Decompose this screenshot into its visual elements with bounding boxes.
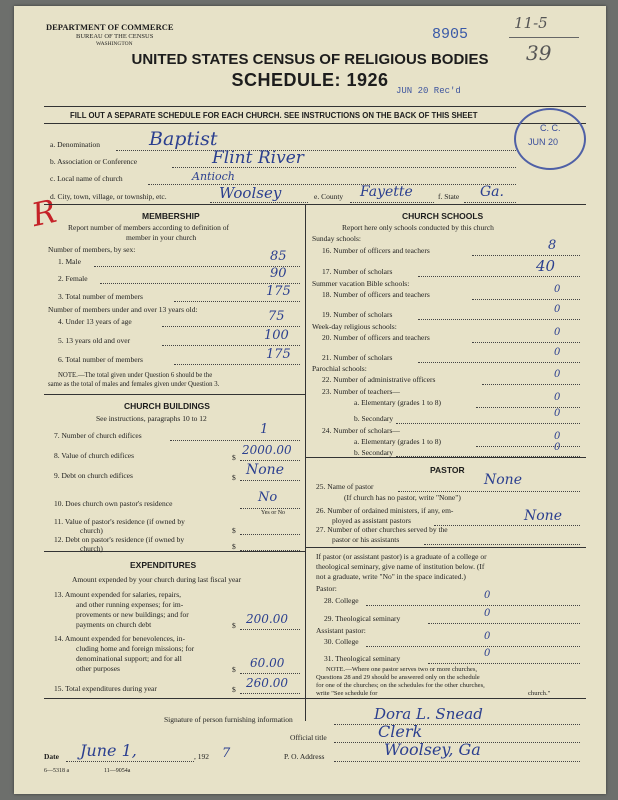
q13-dollar: $: [232, 621, 236, 630]
membership-note-1: NOTE.—The total given under Question 6 should be the: [58, 372, 213, 379]
q9-label: 9. Debt on church edifices: [54, 471, 133, 480]
q26-assistants-value: None: [524, 508, 562, 524]
q21-label: 21. Number of scholars: [322, 353, 393, 362]
q7-line: [170, 440, 300, 441]
expenditures-intro: Amount expended by your church during last fiscal year: [72, 575, 242, 584]
q8-label: 8. Value of church edifices: [54, 451, 135, 460]
pastor-note-3: for one of the churches; on the schedules for the other churches,: [316, 682, 485, 689]
date-line: [66, 761, 194, 762]
q6-label: 6. Total number of members: [58, 355, 143, 364]
form-title: UNITED STATES CENSUS OF RELIGIOUS BODIES: [131, 51, 489, 68]
q28-line: [366, 605, 580, 606]
q14-benevolences-value: 60.00: [250, 656, 285, 670]
q31-label: 31. Theological seminary: [324, 654, 401, 663]
received-stamp: JUN 20 Rec'd: [396, 86, 461, 96]
q2-label: 2. Female: [58, 274, 88, 283]
q24a-line: [476, 446, 580, 447]
q13-line-3: provements or new buildings; and for: [76, 610, 189, 619]
q24a-value: 0: [554, 431, 561, 442]
q2-female-value: 90: [270, 266, 287, 281]
cc-stamp-line-2: JUN 20: [528, 137, 559, 147]
date-label: Date: [44, 752, 59, 761]
q14-line-4: other purposes: [76, 664, 120, 673]
q8-dollar: $: [232, 453, 236, 462]
q5-over13-value: 100: [264, 328, 289, 343]
q18-line: [472, 299, 580, 300]
signature-label: Signature of person furnishing information: [164, 715, 293, 724]
q29-line: [428, 623, 580, 624]
membership-bottom-rule: [44, 394, 305, 395]
q24-label: 24. Number of scholars—: [322, 426, 400, 435]
q8-line: [240, 460, 300, 461]
q19-value: 0: [554, 304, 561, 315]
q20-line: [472, 342, 580, 343]
denomination-label: a. Denomination: [50, 140, 100, 149]
buildings-title: CHURCH BUILDINGS: [124, 401, 210, 411]
q1-label: 1. Male: [58, 257, 81, 266]
q9-dollar: $: [232, 473, 236, 482]
q9-line: [240, 480, 300, 481]
schools-intro: Report here only schools conducted by this church: [342, 223, 494, 232]
q23-label: 23. Number of teachers—: [322, 387, 400, 396]
q10-hint: Yes or No: [261, 510, 286, 516]
q12-label-2: church): [80, 544, 103, 553]
q29-value: 0: [484, 608, 491, 619]
membership-title: MEMBERSHIP: [142, 211, 200, 221]
q20-value: 0: [554, 327, 561, 338]
form-code-1: 6—5318 a: [44, 768, 70, 774]
po-address-value: Woolsey, Ga: [384, 740, 481, 759]
margin-red-mark: R: [28, 191, 60, 235]
q21-line: [418, 362, 580, 363]
q11-label-2: church): [80, 526, 103, 535]
q5-label: 5. 13 years old and over: [58, 336, 131, 345]
q27-line-1: 27. Number of other churches served by the: [316, 525, 448, 534]
q4-label: 4. Under 13 years of age: [58, 317, 132, 326]
q13-fill-line: [240, 629, 300, 630]
membership-note-2: same as the total of males and females given under Question 3.: [48, 381, 220, 388]
q8-value-edifices: 2000.00: [242, 443, 292, 457]
state-line: [464, 202, 516, 203]
q21-value: 0: [554, 347, 561, 358]
q26-line-1: 26. Number of ordained ministers, if any, em-: [316, 506, 454, 515]
q29-label: 29. Theological seminary: [324, 614, 401, 623]
graduate-note-2: theological seminary, give name of institution below. (If: [316, 562, 485, 571]
q19-label: 19. Number of scholars: [322, 310, 393, 319]
form-code-2: 11—9054a: [104, 768, 131, 774]
sunday-schools-heading: Sunday schools:: [312, 234, 361, 243]
signature-value: Dora L. Snead: [374, 705, 483, 723]
q24b-value: 0: [554, 442, 561, 453]
parochial-schools-heading: Parochial schools:: [312, 364, 367, 373]
q11-dollar: $: [232, 526, 236, 535]
q18-value: 0: [554, 284, 561, 295]
q22-label: 22. Number of administrative officers: [322, 375, 436, 384]
q15-fill-line: [240, 693, 300, 694]
pastor-note-5: church.": [528, 690, 551, 697]
q11-line: [240, 534, 300, 535]
buildings-intro: See instructions, paragraphs 10 to 12: [96, 414, 207, 423]
q15-label: 15. Total expenditures during year: [54, 684, 157, 693]
county-line: [350, 202, 434, 203]
q22-value: 0: [554, 369, 561, 380]
po-address-label: P. O. Address: [284, 752, 325, 761]
state-value: Ga.: [480, 184, 504, 200]
official-title-label: Official title: [290, 733, 327, 742]
q10-line: [240, 508, 300, 509]
corner-note-bottom: 39: [526, 41, 552, 65]
table-bottom-rule: [44, 698, 586, 699]
census-schedule-sheet: [14, 6, 606, 794]
q18-label: 18. Number of officers and teachers: [322, 290, 430, 299]
q25-pastor-name-value: None: [484, 472, 522, 488]
q4-under13-value: 75: [268, 309, 285, 324]
q17-line: [418, 276, 580, 277]
q12-dollar: $: [232, 542, 236, 551]
q30-value: 0: [484, 631, 491, 642]
instruction-line: FILL OUT A SEPARATE SCHEDULE FOR EACH CHURCH. SEE INSTRUCTIONS ON THE BACK OF THIS SHEET: [70, 111, 478, 120]
q16-line: [472, 255, 580, 256]
q14-fill-line: [240, 673, 300, 674]
q20-label: 20. Number of officers and teachers: [322, 333, 430, 342]
q25-label: 25. Name of pastor: [316, 482, 374, 491]
signature-line: [334, 724, 580, 725]
date-year-prefix: , 192: [194, 752, 209, 761]
schools-title: CHURCH SCHOOLS: [402, 211, 484, 221]
denomination-value: Baptist: [149, 128, 218, 150]
church-name-line: [148, 184, 516, 185]
state-label: f. State: [438, 192, 460, 201]
pastor-note-1: NOTE.—Where one pastor serves two or more churches,: [326, 666, 478, 673]
pastor-note-2: Questions 28 and 29 should be answered only on the schedule: [316, 674, 480, 681]
pastor-note-4: write "See schedule for: [316, 690, 378, 697]
q24a-label: a. Elementary (grades 1 to 8): [354, 437, 442, 446]
header-rule-top: [44, 106, 586, 107]
q28-value: 0: [484, 590, 491, 601]
q4-line: [162, 326, 300, 327]
members-by-age-heading: Number of members under and over 13 years old:: [48, 305, 198, 314]
q13-line-1: 13. Amount expended for salaries, repairs,: [54, 590, 182, 599]
q1-male-value: 85: [270, 249, 287, 264]
city-label: d. City, town, village, or township, etc.: [50, 192, 167, 201]
q10-residence-value: No: [258, 490, 278, 505]
form-number: 8905: [432, 26, 469, 43]
q14-line-3: denominational support; and for all: [76, 654, 182, 663]
q7-label: 7. Number of church edifices: [54, 431, 142, 440]
pastor-title: PASTOR: [430, 465, 465, 475]
q14-line-2: cluding home and foreign missions; for: [76, 644, 195, 653]
cc-stamp: [514, 108, 586, 170]
q17-label: 17. Number of scholars: [322, 267, 393, 276]
header-rule-bottom: [44, 123, 586, 124]
q15-total-value: 260.00: [246, 676, 288, 690]
q22-line: [482, 384, 580, 385]
q3-total-value: 175: [266, 284, 291, 299]
members-by-sex-heading: Number of members, by sex:: [48, 245, 136, 254]
q7-edifices-value: 1: [260, 422, 269, 437]
q5-line: [162, 345, 300, 346]
q23b-value: 0: [554, 408, 561, 419]
summer-schools-heading: Summer vacation Bible schools:: [312, 279, 410, 288]
po-address-line: [334, 761, 580, 762]
q23a-value: 0: [554, 392, 561, 403]
q27-line: [424, 544, 580, 545]
q31-line: [428, 663, 580, 664]
county-label: e. County: [314, 192, 344, 201]
county-value: Fayette: [360, 184, 413, 200]
q30-label: 30. College: [324, 637, 359, 646]
official-title-value: Clerk: [378, 722, 423, 741]
expenditures-title: EXPENDITURES: [130, 560, 197, 570]
q25-line: [398, 491, 580, 492]
schedule-title: SCHEDULE: 1926: [231, 70, 389, 90]
q11-label-1: 11. Value of pastor's residence (if owned by: [54, 517, 185, 526]
q15-dollar: $: [232, 685, 236, 694]
q6-total-value: 175: [266, 347, 291, 362]
corner-note-divider: [509, 37, 579, 38]
column-divider: [305, 204, 306, 721]
q17-value: 40: [536, 257, 556, 275]
q13-line-2: and other running expenses; for im-: [76, 600, 184, 609]
q13-running-expenses-value: 200.00: [246, 612, 288, 626]
pastor-subheading: Pastor:: [316, 584, 337, 593]
pastor-mid-rule: [305, 547, 586, 548]
city-value: Woolsey: [219, 184, 282, 202]
city-heading: WASHINGTON: [96, 41, 133, 47]
association-label: b. Association or Conference: [50, 157, 138, 166]
q23b-line: [396, 423, 580, 424]
q3-label: 3. Total number of members: [58, 292, 143, 301]
q12-line: [240, 550, 300, 551]
q9-debt-value: None: [246, 462, 284, 478]
q23a-label: a. Elementary (grades 1 to 8): [354, 398, 442, 407]
department-heading: DEPARTMENT OF COMMERCE: [46, 22, 174, 32]
q25-hint: (If church has no pastor, write "None"): [344, 493, 461, 502]
date-year-suffix: 7: [222, 746, 231, 761]
q23b-label: b. Secondary: [354, 414, 394, 423]
membership-intro-2: member in your church: [126, 233, 197, 242]
q26-line-2: ployed as assistant pastors: [332, 516, 411, 525]
bureau-heading: BUREAU OF THE CENSUS: [76, 33, 154, 40]
q16-value: 8: [548, 238, 557, 253]
q27-line-2: pastor or his assistants: [332, 535, 400, 544]
q26-line: [434, 525, 580, 526]
church-name-label: c. Local name of church: [50, 174, 123, 183]
corner-note-top: 11-5: [514, 14, 548, 32]
q16-label: 16. Number of officers and teachers: [322, 246, 430, 255]
q28-label: 28. College: [324, 596, 359, 605]
q19-line: [418, 319, 580, 320]
schools-bottom-rule: [305, 457, 586, 458]
q12-label-1: 12. Debt on pastor's residence (if owned by: [54, 535, 185, 544]
table-top-rule: [44, 204, 586, 205]
assistant-pastor-subheading: Assistant pastor:: [316, 626, 366, 635]
association-value: Flint River: [212, 148, 304, 168]
graduate-note-3: not a graduate, write "No" in the space indicated.): [316, 572, 466, 581]
church-name-value: Antioch: [192, 170, 235, 183]
cc-stamp-line-1: C. C.: [540, 123, 561, 133]
q24b-line: [396, 456, 580, 457]
date-value: June 1,: [80, 741, 137, 760]
q14-dollar: $: [232, 665, 236, 674]
q24b-label: b. Secondary: [354, 448, 394, 457]
graduate-note-1: If pastor (or assistant pastor) is a graduate of a college or: [316, 552, 487, 561]
q10-label: 10. Does church own pastor's residence: [54, 499, 173, 508]
denomination-line: [116, 150, 516, 151]
q31-value: 0: [484, 648, 491, 659]
q23a-line: [476, 407, 580, 408]
q13-line-4: payments on church debt: [76, 620, 152, 629]
q14-line-1: 14. Amount expended for benevolences, in-: [54, 634, 186, 643]
city-line: [210, 202, 308, 203]
membership-intro-1: Report number of members according to definition of: [68, 223, 229, 232]
q6-line: [174, 364, 300, 365]
weekday-schools-heading: Week-day religious schools:: [312, 322, 397, 331]
q30-line: [366, 646, 580, 647]
q3-line: [174, 301, 300, 302]
